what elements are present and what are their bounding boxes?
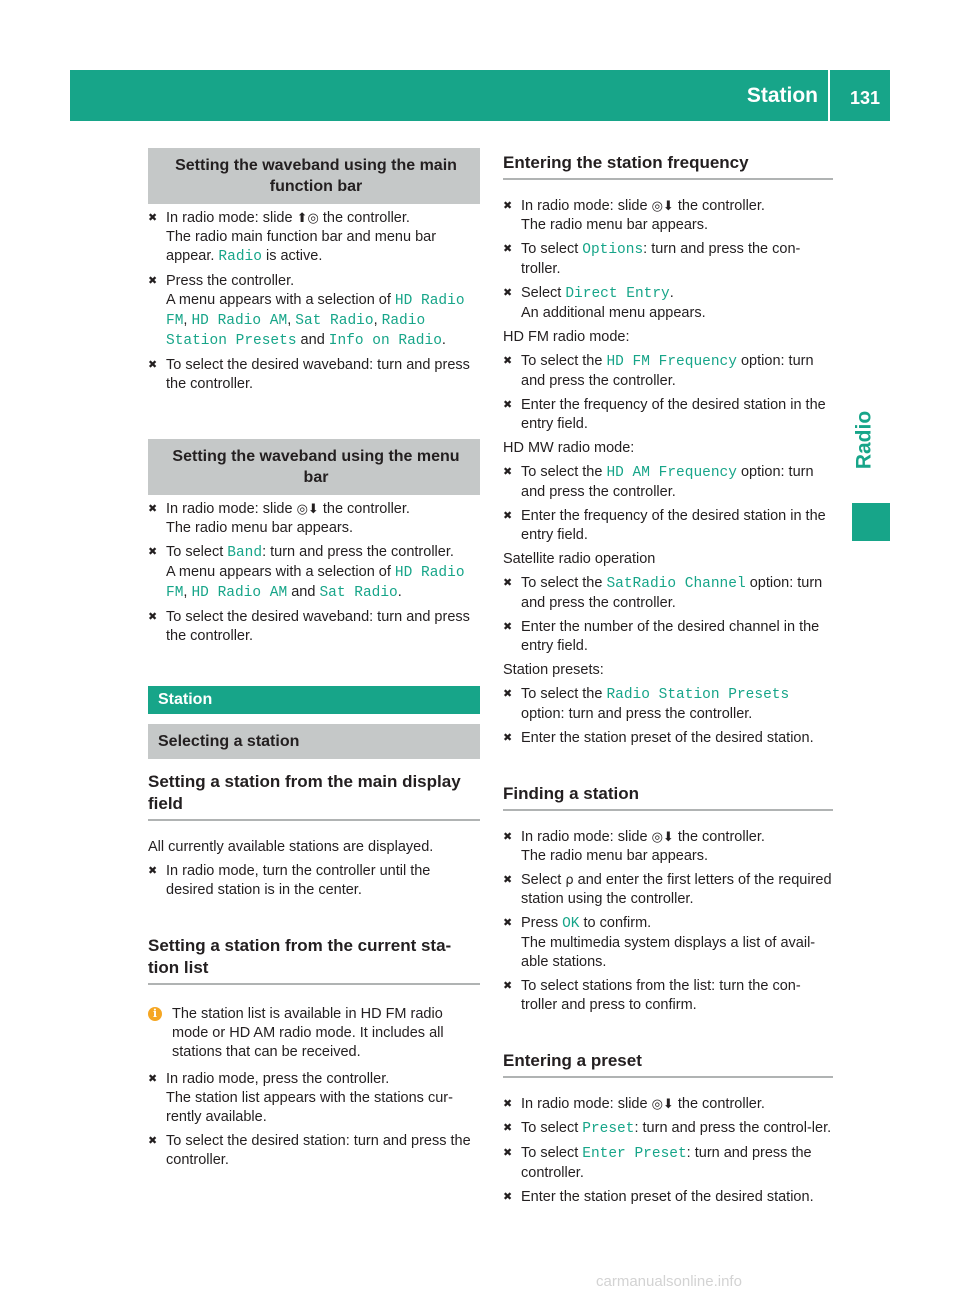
controller-icon: ◎⬇ [296,502,319,517]
left-column [148,148,480,1175]
menu-term: HD Radio AM [191,313,288,329]
menu-term: Sat Radio [319,585,398,601]
section-heading-main-function-bar: Setting the waveband using the main function bar [148,148,480,204]
list-item: ✖ Select ρ and enter the first letters of the required station using the controller. [503,871,833,909]
list-item: ✖ To select the HD FM Frequency option: turn and press the controller. [503,352,833,391]
menu-term: Info on Radio [328,333,442,349]
paragraph: HD MW radio mode: [503,440,635,456]
page-header [70,70,890,121]
subheading-preset: Entering a preset [503,1050,833,1078]
menu-term: SatRadio Channel [606,576,746,592]
header-divider [828,70,830,121]
menu-term: HD Radio FM [166,565,465,601]
subheading-finding: Finding a station [503,783,833,811]
paragraph: Station presets: [503,662,604,678]
menu-term: OK [562,916,580,932]
menu-term: Preset [582,1121,635,1137]
list-item: ✖ In radio mode, turn the controller until the desired station is in the center. [148,862,480,900]
side-tab-marker [852,503,890,541]
list-item: ✖ To select the SatRadio Channel option: turn and press the controller. [503,574,833,613]
watermark: carmanualsonline.info [596,1273,742,1290]
list-item: ✖ To select Options: turn and press the con-troller. [503,240,833,279]
topic-heading-station: Station [148,686,480,714]
controller-icon: ⬆◎ [296,211,319,226]
section-heading-menu-bar: Setting the waveband using the menu bar [148,439,480,495]
subheading-station-list: Setting a station from the current sta-tion list [148,935,480,985]
controller-icon: ◎⬇ [651,1097,674,1112]
list-item: ✖ Press OK to confirm. The multimedia system displays a list of avail-able stations. [503,914,833,972]
list-item: ✖ To select the HD AM Frequency option: turn and press the controller. [503,463,833,502]
list-item: ✖ In radio mode: slide ◎⬇ the controller. The radio menu bar appears. [503,197,833,235]
list-item: ✖ To select the desired waveband: turn and press the controller. [148,356,480,394]
section-title: Station [746,84,818,107]
subheading-frequency: Entering the station frequency [503,152,833,180]
subheading-main-display: Setting a station from the main display field [148,771,480,821]
menu-term: HD AM Frequency [606,465,737,481]
menu-term: Radio Station Presets [606,687,790,703]
menu-term: Band [227,545,263,561]
paragraph: HD FM radio mode: [503,329,630,345]
list-item: ✖ To select the desired waveband: turn and press the controller. [148,608,480,646]
list-item: ✖ Enter the station preset of the desired station. [503,1188,833,1207]
controller-icon: ◎⬇ [651,830,674,845]
list-item: ✖ In radio mode: slide ◎⬇ the controller. The radio menu bar appears. [503,828,833,866]
info-icon: i [148,1007,162,1021]
list-item: ✖ To select Enter Preset: turn and press the controller. [503,1144,833,1183]
list-item: ✖ Enter the station preset of the desired station. [503,729,833,748]
list-item: ✖ In radio mode: slide ⬆◎ the controller. The radio main function bar and menu bar appear. Radio is active. [148,209,480,267]
menu-term: HD Radio AM [191,585,288,601]
controller-icon: ◎⬇ [651,199,674,214]
list-item: ✖ To select stations from the list: turn the con-troller and press to confirm. [503,977,833,1015]
side-tab-label: Radio [852,410,876,470]
list-item: ✖ Press the controller. A menu appears with a selection of HD Radio FM, HD Radio AM, Sat Radio, Radio Station Presets and Info on Radio. [148,272,480,351]
menu-term: Options [582,242,644,258]
section-heading-selecting: Selecting a station [148,724,480,759]
list-item: ✖ In radio mode: slide ◎⬇ the controller. The radio menu bar appears. [148,500,480,538]
right-column [503,148,833,1212]
list-item: ✖ Select Direct Entry. An additional menu appears. [503,284,833,323]
side-tab [838,395,890,485]
paragraph: Satellite radio operation [503,551,656,567]
list-item: ✖ Enter the number of the desired channel in the entry field. [503,618,833,656]
info-note: i The station list is available in HD FM radio mode or HD AM radio mode. It includes all stations that can be received. [148,1005,480,1062]
list-item: ✖ To select the desired station: turn and press the controller. [148,1132,480,1170]
list-item: ✖ Enter the frequency of the desired station in the entry field. [503,396,833,434]
menu-term: HD Radio FM [166,293,465,329]
menu-term: Enter Preset [582,1146,687,1162]
menu-term: Sat Radio [295,313,374,329]
list-item: ✖ In radio mode: slide ◎⬇ the controller. [503,1095,833,1114]
page-number: 131 [849,88,880,108]
menu-term: HD FM Frequency [606,354,737,370]
paragraph: All currently available stations are displayed. [148,839,434,855]
search-icon: ρ [565,873,574,888]
menu-term: Radio Station Presets [166,313,426,349]
list-item: ✖ To select the Radio Station Presets option: turn and press the controller. [503,685,833,724]
list-item: ✖ To select Preset: turn and press the control-ler. [503,1119,833,1139]
list-item: ✖ In radio mode, press the controller. The station list appears with the stations cur-rently available. [148,1070,480,1127]
list-item: ✖ To select Band: turn and press the controller. A menu appears with a selection of HD Radio FM, HD Radio AM and Sat Radio. [148,543,480,603]
menu-term: Radio [218,249,262,265]
list-item: ✖ Enter the frequency of the desired station in the entry field. [503,507,833,545]
menu-term: Direct Entry [565,286,670,302]
